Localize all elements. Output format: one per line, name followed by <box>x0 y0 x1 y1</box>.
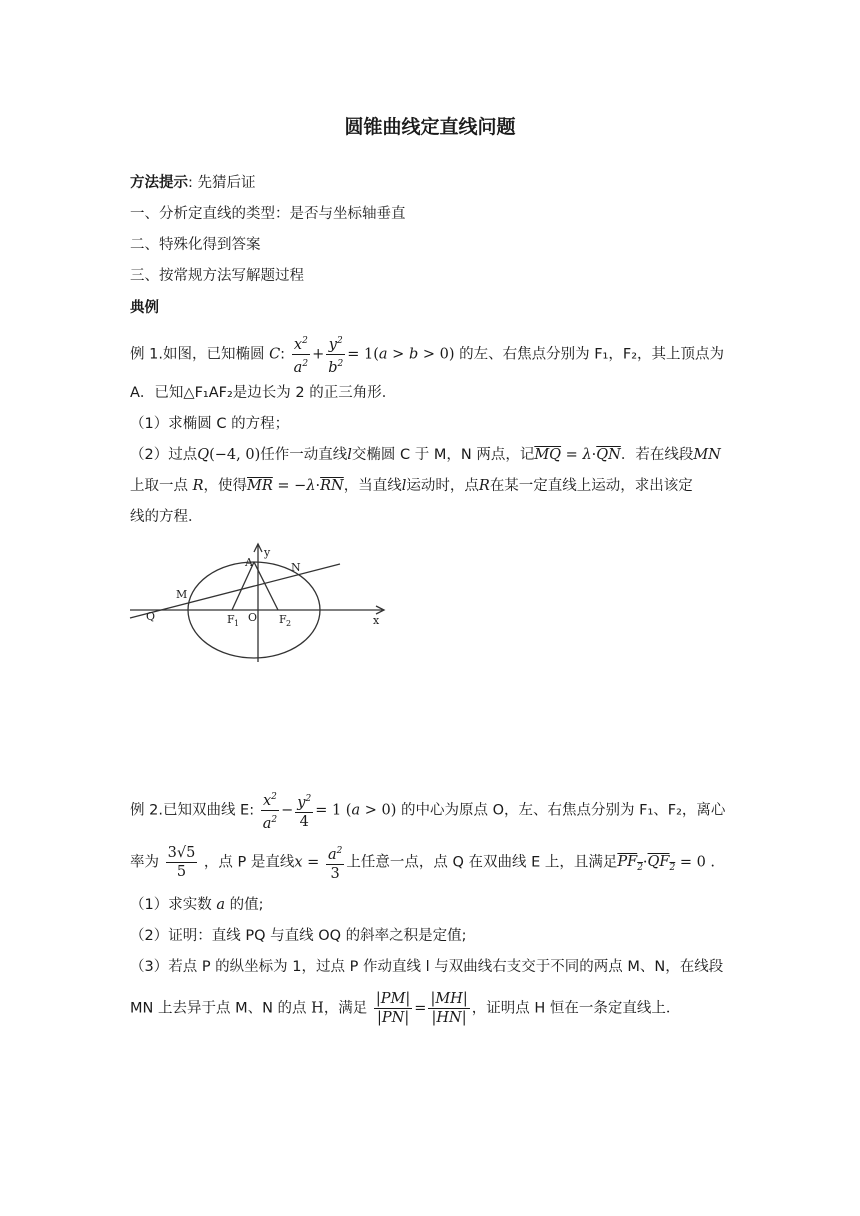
ratio-pm-pn: $\frac{|PM|}{|PN|}$ <box>375 991 411 1026</box>
e2-q3-line2-a: MN 上去异于点 M、N 的点 <box>130 1000 307 1017</box>
e2-q1-a: （1）求实数 <box>130 897 212 913</box>
e2-line2-b: ，点 P 是直线 <box>203 854 295 871</box>
example1-intro: 例 1.如图，已知椭圆 <box>130 346 265 363</box>
label-y: y <box>264 546 271 559</box>
label-f2-sub: 2 <box>286 619 292 628</box>
q2-text-b: 任作一动直线 <box>260 447 348 463</box>
ellipse-figure-svg <box>128 538 390 666</box>
q2-text-a: （2）过点 <box>130 447 198 463</box>
page-title: 圆锥曲线定直线问题 <box>344 116 516 138</box>
e2-q3-line2-b: ，满足 <box>323 1000 368 1017</box>
examples-heading: 典例 <box>130 300 159 316</box>
e2-q3-line2-c: ，证明点 H 恒在一条定直线上． <box>471 1000 681 1017</box>
q2-line2-c: ，当直线 <box>343 478 402 494</box>
example2-q3-line1: （3）若点 P 的纵坐标为 1，过点 P 作动直线 l 与双曲线右支交于不同的两点 M、N，在线段 <box>130 959 724 975</box>
method-step-2: 二、特殊化得到答案 <box>130 237 261 253</box>
method-label: 方法提示 <box>130 175 188 191</box>
method-text: : 先猜后证 <box>188 175 256 191</box>
example1-q2-line3: 线的方程． <box>130 509 203 525</box>
q2-line2-b: ，使得 <box>203 478 248 494</box>
label-x: x <box>373 614 380 627</box>
example1-q1: （1）求椭圆 C 的方程； <box>130 416 290 432</box>
fraction-a2-3: $\frac{a^2}{3}$ <box>326 842 344 883</box>
example2-q2: （2）证明：直线 PQ 与直线 OQ 的斜率之积是定值; <box>130 928 467 944</box>
label-a: A <box>245 556 253 569</box>
q2-text-d: ．若在线段 <box>620 447 694 463</box>
example1-q2-line1: （2）过点Q(−4, 0)任作一动直线l交椭圆 C 于 M，N 两点，记$\overline{MQ} = \lambda\cdot\overline{QN}$．若在线段MN <box>130 447 721 463</box>
label-f1-sub: 1 <box>234 619 240 628</box>
label-n: N <box>291 561 301 574</box>
example2-line2: 率为 $\frac{3√5}{5}$ ，点 P 是直线x = $\frac{a^2}{3}$ 上任意一点，点 Q 在双曲线 E 上，且满足$PF_2\cdot QF_2 = 0$ . <box>130 842 715 883</box>
e2-line2-c: 上任意一点，点 Q 在双曲线 E 上，且满足 <box>346 854 618 871</box>
e2-q1-b: 的值; <box>229 897 264 913</box>
example2-q1: （1）求实数 a 的值; <box>130 897 264 913</box>
label-f2: F <box>279 613 287 626</box>
fraction-x2-a2-hyperbola: $\frac{x^2}{a^2}$ <box>261 788 279 833</box>
label-m: M <box>176 588 188 601</box>
example2-line1: 例 2.已知双曲线 E: $\frac{x^2}{a^2}$ − $\frac{y^2}{4}$ = 1 (a > 0) 的中心为原点 O，左、右焦点分别为 F₁、F₂，离心 <box>130 788 725 833</box>
q2-line2-d: 运动时，点 <box>406 478 479 494</box>
example1-after-equation: 的左、右焦点分别为 F₁，F₂，其上顶点为 <box>459 346 725 363</box>
q2-line2-e: 在某一定直线上运动，求出该定 <box>489 478 693 494</box>
q2-line2-a: 上取一点 <box>130 478 188 494</box>
segment-af1 <box>232 562 254 610</box>
example2-q3-line2: MN 上去异于点 M、N 的点 H，满足 $\frac{|PM|}{|PN|}$ = $\frac{|MH|}{|HN|}$ ，证明点 H 恒在一条定直线上． <box>130 991 681 1026</box>
example1-line1: 例 1.如图，已知椭圆 C: $\frac{x^2}{a^2}$ + $\frac{y^2}{b^2}$ = 1(a > b > 0) 的左、右焦点分别为 F₁，F₂，其上顶点为 <box>130 332 724 377</box>
label-f1: F <box>227 613 235 626</box>
eccentricity-fraction: $\frac{3√5}{5}$ <box>167 844 196 880</box>
example1-q2-line2: 上取一点 R，使得$\overline{MR} = -\lambda\cdot\overline{RN}$，当直线l运动时，点R在某一定直线上运动，求出该定 <box>130 478 693 494</box>
fraction-y2-4: $\frac{y^2}{4}$ <box>295 790 313 831</box>
fraction-y2-b2: $\frac{y^2}{b^2}$ <box>326 332 345 377</box>
example2-intro: 例 2.已知双曲线 E: <box>130 802 255 819</box>
q2-text-c: 交椭圆 C 于 M，N 两点，记 <box>351 447 535 463</box>
e2-q3-h: H <box>311 1000 324 1017</box>
label-q: Q <box>146 610 156 623</box>
fraction-x2-a2: $\frac{x^2}{a^2}$ <box>292 332 310 377</box>
label-o: O <box>248 611 258 624</box>
method-step-3: 三、按常规方法写解题过程 <box>130 268 304 284</box>
ellipse-equation: C <box>269 346 281 363</box>
ellipse-figure <box>128 538 390 670</box>
example1-line2: A．已知△F₁AF₂是边长为 2 的正三角形． <box>130 385 397 401</box>
example2-after-equation: 的中心为原点 O，左、右焦点分别为 F₁、F₂，离心 <box>400 802 726 819</box>
method-hint <box>130 172 256 194</box>
ratio-mh-hn: $\frac{|MH|}{|HN|}$ <box>430 991 468 1026</box>
method-step-1: 一、分析定直线的类型：是否与坐标轴垂直 <box>130 206 406 222</box>
e2-line2-a: 率为 <box>130 854 159 871</box>
